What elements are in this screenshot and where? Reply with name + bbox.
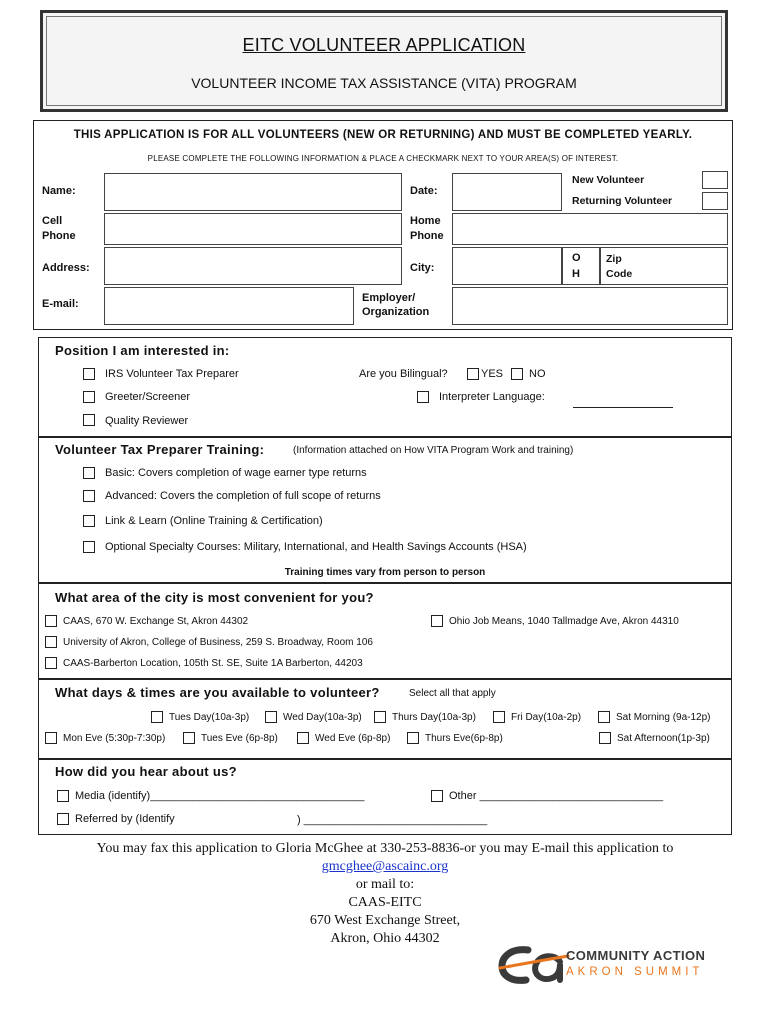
hear-title: How did you hear about us? [55, 764, 237, 779]
email-label: E-mail: [42, 298, 79, 310]
email-link[interactable]: gmcghee@ascainc.org [321, 859, 449, 874]
state-h: H [572, 268, 580, 280]
greeter-label: Greeter/Screener [105, 391, 190, 403]
area-title: What area of the city is most convenient for you? [55, 590, 374, 605]
notice-sub: PLEASE COMPLETE THE FOLLOWING INFORMATION & PLACE A CHECKMARK NEXT TO YOUR AREA(S) OF INTEREST. [147, 154, 619, 163]
tues-day-checkbox[interactable] [151, 711, 163, 723]
media-checkbox[interactable] [57, 790, 69, 802]
cell-label: Cell [42, 215, 63, 227]
advanced-training-checkbox[interactable] [83, 490, 95, 502]
tues-eve-checkbox[interactable] [183, 732, 195, 744]
hear-section [38, 759, 732, 835]
personal-info-section [33, 120, 733, 330]
interpreter-label: Interpreter Language: [439, 391, 545, 403]
email-field[interactable] [104, 287, 354, 325]
quality-reviewer-checkbox[interactable] [83, 414, 95, 426]
wed-eve-checkbox[interactable] [297, 732, 309, 744]
state-field[interactable] [562, 247, 600, 285]
training-note: (Information attached on How VITA Program Work and training) [293, 445, 574, 456]
home-label: Home [410, 215, 441, 227]
footer-email-line [0, 858, 770, 876]
zip-label: Zip [606, 253, 622, 265]
footer-org-line: CAAS-EITC [348, 895, 422, 910]
employer-label: Employer/ [362, 292, 416, 304]
home-phone-label: Phone [410, 230, 444, 242]
title-box [40, 10, 728, 112]
organization-label: Organization [362, 306, 430, 318]
training-footnote: Training times vary from person to person [284, 567, 486, 578]
greeter-checkbox[interactable] [83, 391, 95, 403]
other-label: Other ______________________________ [449, 790, 664, 802]
fri-day-checkbox[interactable] [493, 711, 505, 723]
sat-morning-label: Sat Morning (9a-12p) [616, 712, 711, 723]
cell-phone-field[interactable] [104, 213, 402, 245]
employer-field[interactable] [452, 287, 728, 325]
link-learn-checkbox[interactable] [83, 515, 95, 527]
logo-line2: AKRON SUMMIT [566, 966, 704, 978]
other-checkbox[interactable] [431, 790, 443, 802]
footer-street-line: 670 West Exchange Street, [309, 913, 461, 928]
home-phone-field[interactable] [452, 213, 728, 245]
state-o: O [572, 252, 581, 264]
new-volunteer-label: New Volunteer [572, 174, 645, 186]
bilingual-yes-label: YES [481, 368, 504, 380]
date-label: Date: [410, 185, 438, 197]
caas-exchange-label: CAAS, 670 W. Exchange St, Akron 44302 [63, 616, 249, 627]
wed-day-checkbox[interactable] [265, 711, 277, 723]
times-title: What days & times are you available to volunteer? [55, 685, 380, 700]
caas-barberton-label: CAAS-Barberton Location, 105th St. SE, Suite 1A Barberton, 44203 [63, 658, 363, 669]
notice: THIS APPLICATION IS FOR ALL VOLUNTEERS (NEW OR RETURNING) AND MUST BE COMPLETED YEARLY. [73, 129, 693, 141]
bilingual-no-label: NO [529, 368, 546, 380]
times-section [38, 679, 732, 759]
footer-city-line: Akron, Ohio 44302 [330, 931, 440, 946]
university-akron-checkbox[interactable] [45, 636, 57, 648]
media-label: Media (identify)___________________________________ [75, 790, 365, 802]
times-note: Select all that apply [409, 688, 496, 699]
zip-field[interactable] [600, 247, 728, 285]
bilingual-no-checkbox[interactable] [511, 368, 523, 380]
referred-checkbox[interactable] [57, 813, 69, 825]
date-field[interactable] [452, 173, 562, 211]
thurs-eve-label: Thurs Eve(6p-8p) [425, 733, 503, 744]
basic-training-checkbox[interactable] [83, 467, 95, 479]
tues-day-label: Tues Day(10a-3p) [169, 712, 250, 723]
sat-afternoon-label: Sat Afternoon(1p-3p) [617, 733, 710, 744]
caas-barberton-checkbox[interactable] [45, 657, 57, 669]
sat-afternoon-checkbox[interactable] [599, 732, 611, 744]
basic-training-label: Basic: Covers completion of wage earner type returns [105, 467, 367, 479]
name-label: Name: [42, 185, 76, 197]
mon-eve-label: Mon Eve (5:30p-7:30p) [63, 733, 166, 744]
position-title: Position I am interested in: [55, 343, 230, 358]
returning-volunteer-label: Returning Volunteer [572, 195, 673, 207]
sat-morning-checkbox[interactable] [598, 711, 610, 723]
footer-mail-line: or mail to: [355, 877, 415, 892]
irs-preparer-checkbox[interactable] [83, 368, 95, 380]
training-section [38, 437, 732, 583]
thurs-day-label: Thurs Day(10a-3p) [392, 712, 476, 723]
position-section [38, 337, 732, 437]
footer-fax-line: You may fax this application to Gloria McGhee at 330-253-8836-or you may E-mail this application to [96, 841, 674, 856]
quality-reviewer-label: Quality Reviewer [105, 415, 189, 427]
wed-day-label: Wed Day(10a-3p) [283, 712, 362, 723]
bilingual-label: Are you Bilingual? [359, 368, 448, 380]
form-title: EITC VOLUNTEER APPLICATION [242, 35, 526, 55]
cell-phone-label: Phone [42, 230, 76, 242]
fri-day-label: Fri Day(10a-2p) [511, 712, 582, 723]
interpreter-language-line[interactable] [573, 407, 673, 408]
returning-volunteer-checkbox[interactable] [702, 192, 728, 210]
zip-code-label: Code [606, 268, 633, 280]
referred-label: Referred by (Identify [75, 813, 175, 825]
ohio-job-means-label: Ohio Job Means, 1040 Tallmadge Ave, Akron 44310 [449, 616, 679, 627]
city-label: City: [410, 262, 435, 274]
bilingual-yes-checkbox[interactable] [467, 368, 479, 380]
name-field[interactable] [104, 173, 402, 211]
address-label: Address: [42, 262, 90, 274]
specialty-courses-label: Optional Specialty Courses: Military, International, and Health Savings Accounts (HSA) [105, 541, 527, 553]
mon-eve-checkbox[interactable] [45, 732, 57, 744]
wed-eve-label: Wed Eve (6p-8p) [315, 733, 391, 744]
new-volunteer-checkbox[interactable] [702, 171, 728, 189]
interpreter-checkbox[interactable] [417, 391, 429, 403]
referred-line: ) ______________________________ [297, 814, 488, 826]
ohio-job-means-checkbox[interactable] [431, 615, 443, 627]
logo-line1: COMMUNITY ACTION [566, 948, 706, 963]
form-subtitle: VOLUNTEER INCOME TAX ASSISTANCE (VITA) PROGRAM [191, 75, 577, 91]
link-learn-label: Link & Learn (Online Training & Certification) [105, 515, 323, 527]
thurs-eve-checkbox[interactable] [407, 732, 419, 744]
training-title: Volunteer Tax Preparer Training: [55, 442, 265, 457]
tues-eve-label: Tues Eve (6p-8p) [201, 733, 278, 744]
address-field[interactable] [104, 247, 402, 285]
advanced-training-label: Advanced: Covers the completion of full scope of returns [105, 490, 381, 502]
area-section [38, 583, 732, 679]
community-action-logo [498, 942, 718, 986]
irs-preparer-label: IRS Volunteer Tax Preparer [105, 368, 239, 380]
specialty-courses-checkbox[interactable] [83, 541, 95, 553]
thurs-day-checkbox[interactable] [374, 711, 386, 723]
caas-exchange-checkbox[interactable] [45, 615, 57, 627]
university-akron-label: University of Akron, College of Business, 259 S. Broadway, Room 106 [63, 637, 373, 648]
city-field[interactable] [452, 247, 562, 285]
